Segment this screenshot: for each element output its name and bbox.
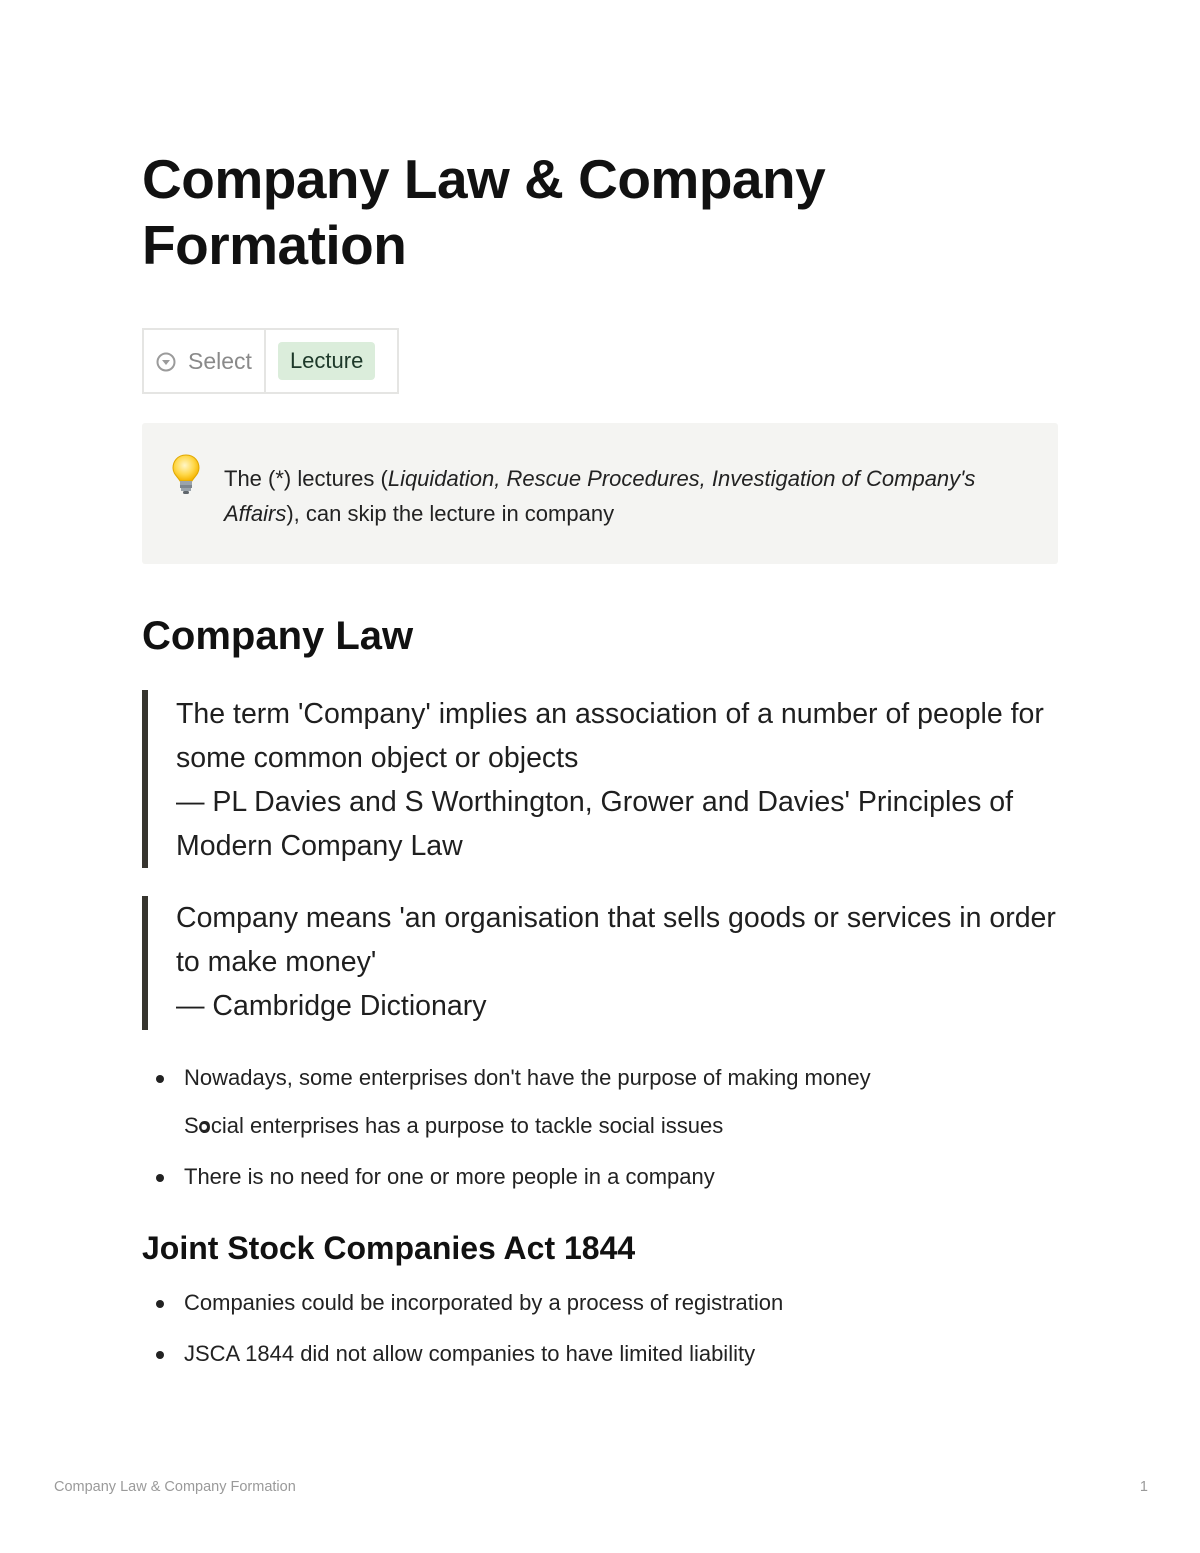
light-bulb-icon — [170, 453, 202, 495]
bullet-list — [142, 1289, 783, 1317]
quote-attribution: — PL Davies and S Worthington, Grower and Davies' Principles of Modern Company Law — [176, 786, 1014, 862]
list-item — [142, 1064, 871, 1092]
bullet-dot-icon — [156, 1300, 164, 1308]
property-row — [142, 328, 399, 394]
quote-text: Company means 'an organisation that sells goods or services in order to make money' — [176, 902, 1056, 978]
property-name[interactable] — [144, 330, 266, 392]
list-item — [142, 1340, 755, 1368]
bullet-dot-icon — [156, 1075, 164, 1083]
bullet-list — [142, 1064, 871, 1092]
list-item — [142, 1289, 783, 1317]
list-item — [142, 1163, 715, 1191]
callout-block — [142, 423, 1058, 564]
callout-text-suffix: ), can skip the lecture in company — [286, 501, 615, 526]
page-title: Company Law & Company Formation — [142, 148, 826, 276]
property-value[interactable] — [266, 330, 397, 392]
list-item-text: There is no need for one or more people in a company — [184, 1164, 715, 1189]
select-icon — [156, 351, 176, 371]
quote-attribution: — Cambridge Dictionary — [176, 990, 487, 1022]
quote-block — [142, 896, 1058, 1030]
bullet-list — [142, 1163, 715, 1191]
footer-title: Company Law & Company Formation — [54, 1479, 296, 1495]
list-item — [142, 1112, 723, 1140]
callout-text-prefix: The (*) lectures ( — [224, 466, 388, 491]
list-item-text: Social enterprises has a purpose to tackle social issues — [184, 1113, 724, 1138]
quote-text: The term 'Company' implies an association of a number of people for some common object or objects — [176, 698, 1044, 774]
callout-text — [224, 461, 1024, 531]
callout-text-italic: Liquidation, Rescue Procedures, Investigation of Company's Affairs — [224, 466, 976, 526]
lecture-tag[interactable]: Lecture — [278, 342, 375, 380]
list-item-text: JSCA 1844 did not allow companies to have limited liability — [184, 1341, 756, 1366]
footer-page-number: 1 — [1139, 1479, 1148, 1495]
heading-company-law: Company Law — [142, 614, 414, 658]
bullet-list — [142, 1340, 755, 1368]
property-name-label: Select — [188, 347, 252, 374]
bullet-dot-icon — [156, 1174, 164, 1182]
quote-block — [142, 690, 1058, 868]
heading-jsca: Joint Stock Companies Act 1844 — [142, 1230, 636, 1266]
bullet-dot-icon — [156, 1351, 164, 1359]
list-item-text: Companies could be incorporated by a process of registration — [184, 1290, 784, 1315]
list-item-text: Nowadays, some enterprises don't have the purpose of making money — [184, 1065, 871, 1090]
sub-bullet-list — [142, 1112, 723, 1140]
bullet-ring-icon — [199, 1122, 209, 1132]
